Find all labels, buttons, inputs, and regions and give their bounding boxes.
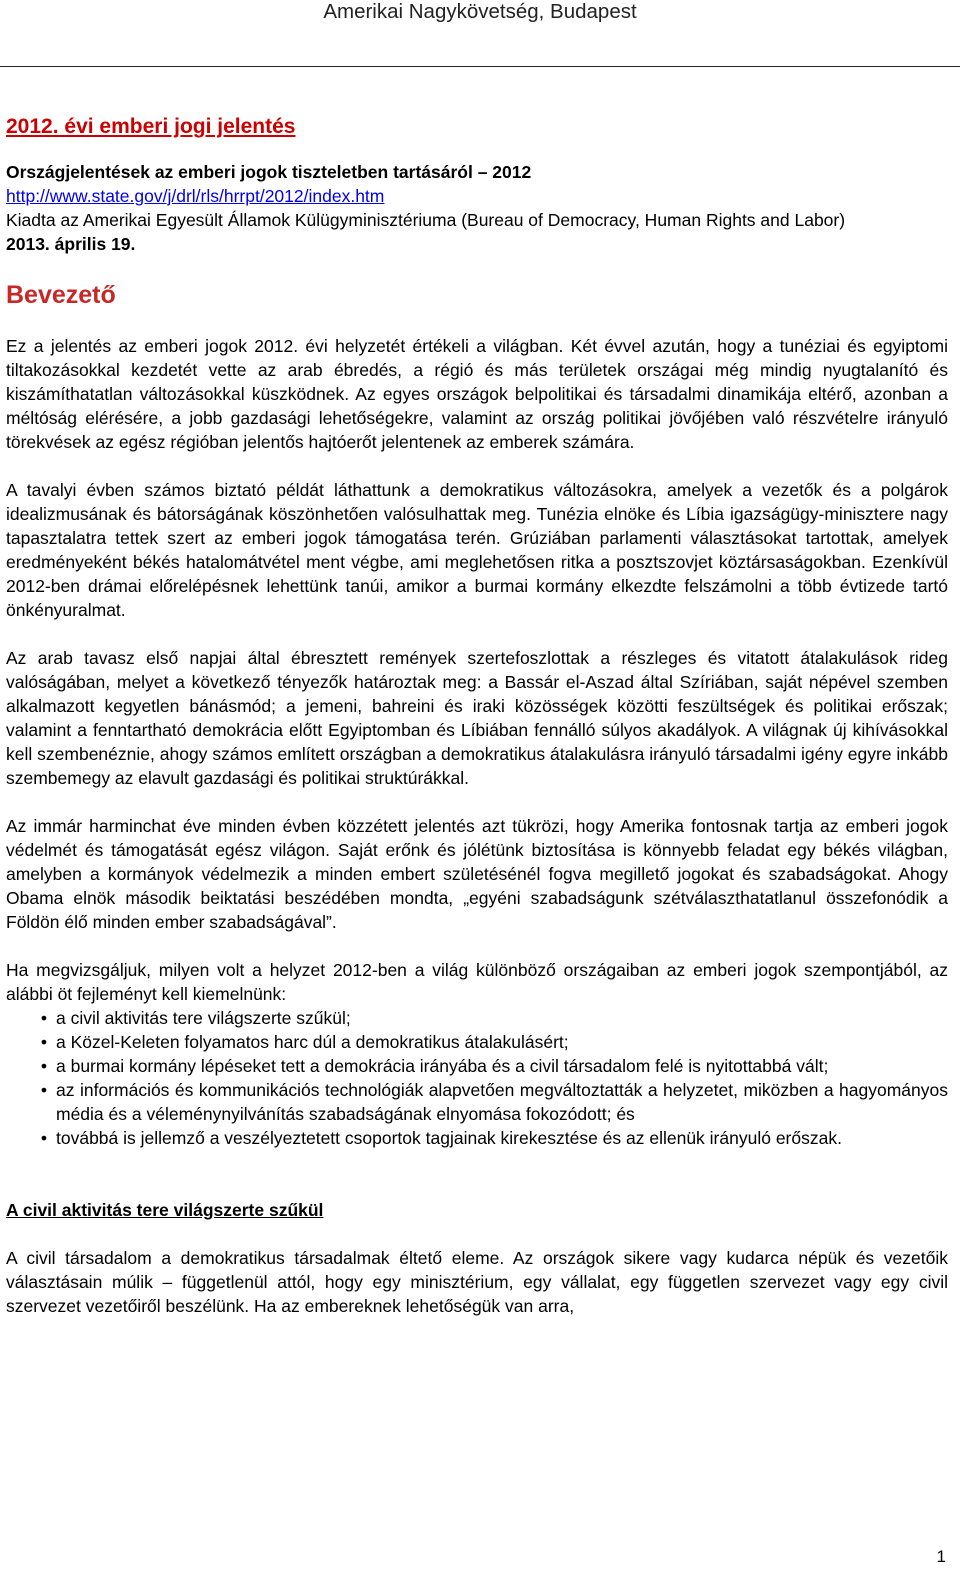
paragraph: A tavalyi évben számos biztató példát láthattunk a demokratikus változásokra, amelyek a vezetők és a polgárok idealizmusának és bátorságának köszönhetően valósulhattak meg. Tunézia elnöke és Líbia igazságügy-minisztere nagy tapasztalatra tettek szert az emberi jogok támogatása terén. Grúziában parlamenti választásokat tartottak, amelyek eredményeként békés hatalomátvétel ment végbe, ami meglehetősen ritka a posztszovjet köztársaságokban. Ezenkívül 2012-ben drámai előrelépésnek lehettünk tanúi, amikor a burmai kormány elkezdte felszámolni a több évtizede tartó önkényuralmat. bbox=[6, 480, 948, 620]
list-item bbox=[6, 1006, 948, 1030]
paragraph: Az immár harminchat éve minden évben közzétett jelentés azt tükrözi, hogy Amerika fontosnak tartja az emberi jogok védelmét és támogatását egész világon. Saját erőnk és jólétünk biztosítása is könnyebb feladat egy békés világban, amelyben a kormányok védelmezik a minden embert születésénél fogva megillető jogokat és szabadságokat. Ahogy Obama elnök második beiktatási beszédében mondta, „egyéni szabadságunk szétválaszthatatlanul összefonódik a Földön élő minden ember szabadságával”. bbox=[6, 816, 948, 932]
sub-heading: A civil aktivitás tere világszerte szűkül bbox=[6, 1200, 324, 1220]
bullet-icon: • bbox=[40, 1128, 48, 1148]
paragraph: Ez a jelentés az emberi jogok 2012. évi helyzetét értékeli a világban. Két évvel azután, hogy a tunéziai és egyiptomi tiltakozásokkal kezdetét vette az arab ébredés, a régió és más területek országai még mindig nyugtalanító és kiszámíthatatlan változásokkal küszködnek. Az egyes országok belpolitikai és társadalmi dinamikája eltérő, azonban a méltóság elérésére, a jobb gazdasági lehetőségekre, valamint az ország politikai jövőjében való részvételre irányuló törekvések az egész régióban jelentős hajtóerőt jelentenek az emberek számára. bbox=[6, 336, 948, 452]
list-item bbox=[6, 1030, 948, 1054]
header-title: Amerikai Nagykövetség, Budapest bbox=[323, 0, 637, 23]
source-link[interactable]: http://www.state.gov/j/drl/rls/hrrpt/2012/index.htm bbox=[6, 186, 385, 206]
document-title: 2012. évi emberi jogi jelentés bbox=[6, 115, 296, 138]
list-item-text: az információs és kommunikációs technológiák alapvetően megváltoztatták a helyzetet, miközben a hagyományos média és a véleménynyilvánítás szabadságának elnyomása fokozódott; és bbox=[56, 1080, 948, 1124]
publication-date: 2013. április 19. bbox=[6, 234, 136, 254]
developments-list bbox=[6, 1006, 948, 1150]
list-item bbox=[6, 1078, 948, 1126]
list-item-text: a burmai kormány lépéseket tett a demokrácia irányába és a civil társadalom felé is nyitottabbá vált; bbox=[56, 1056, 829, 1076]
paragraph: Az arab tavasz első napjai által ébresztett remények szertefoszlottak a részleges és vitatott átalakulások rideg valóságában, melyet a következő tényezők határoztak meg: a Bassár el-Aszad által Szíriában, saját népével szemben alkalmazott kegyetlen bánásmód; a jemeni, bahreini és iraki közösségek közötti feszültségek és politikai erőszak; valamint a fenntartható demokrácia előtt Egyiptomban és Líbiában fennálló súlyos akadályok. A világnak új kihívásokkal kell szembenéznie, ahogy számos említett országban a demokratikus átalakulásra irányuló társadalmi igény egyre inkább szembemegy az elavult gazdasági és politikai struktúrákkal. bbox=[6, 648, 948, 788]
publisher-line: Kiadta az Amerikai Egyesült Államok Külügyminisztériuma (Bureau of Democracy, Human Rights and Labor) bbox=[6, 210, 846, 230]
page-header bbox=[0, 0, 960, 67]
list-item-text: a civil aktivitás tere világszerte szűkül; bbox=[56, 1008, 351, 1028]
list-item bbox=[6, 1126, 948, 1150]
document-meta bbox=[6, 160, 948, 256]
bullet-icon: • bbox=[40, 1056, 48, 1076]
page-number: 1 bbox=[936, 1547, 946, 1566]
section-heading: Bevezető bbox=[6, 281, 116, 309]
paragraph: A civil társadalom a demokratikus társadalmak éltető eleme. Az országok sikere vagy kudarca népük és vezetőik választásain múlik – függetlenül attól, hogy egy minisztérium, egy vállalat, egy független szervezet vagy egy civil szervezet vezetőiről beszélünk. Ha az embereknek lehetőségük van arra, bbox=[6, 1248, 948, 1316]
bullet-icon: • bbox=[40, 1008, 48, 1028]
list-item-text: továbbá is jellemző a veszélyeztetett csoportok tagjainak kirekesztése és az ellenük irányuló erőszak. bbox=[56, 1128, 842, 1148]
document-body bbox=[6, 114, 948, 1342]
list-intro: Ha megvizsgáljuk, milyen volt a helyzet 2012-ben a világ különböző országaiban az emberi jogok szempontjából, az alábbi öt fejleményt kell kiemelnünk: bbox=[6, 960, 948, 1004]
bullet-icon: • bbox=[40, 1080, 48, 1100]
bullet-icon: • bbox=[40, 1032, 48, 1052]
document-subtitle: Országjelentések az emberi jogok tiszteletben tartásáról – 2012 bbox=[6, 162, 532, 182]
list-item-text: a Közel-Keleten folyamatos harc dúl a demokratikus átalakulásért; bbox=[56, 1032, 569, 1052]
developments-list-block bbox=[6, 958, 948, 1150]
list-item bbox=[6, 1054, 948, 1078]
